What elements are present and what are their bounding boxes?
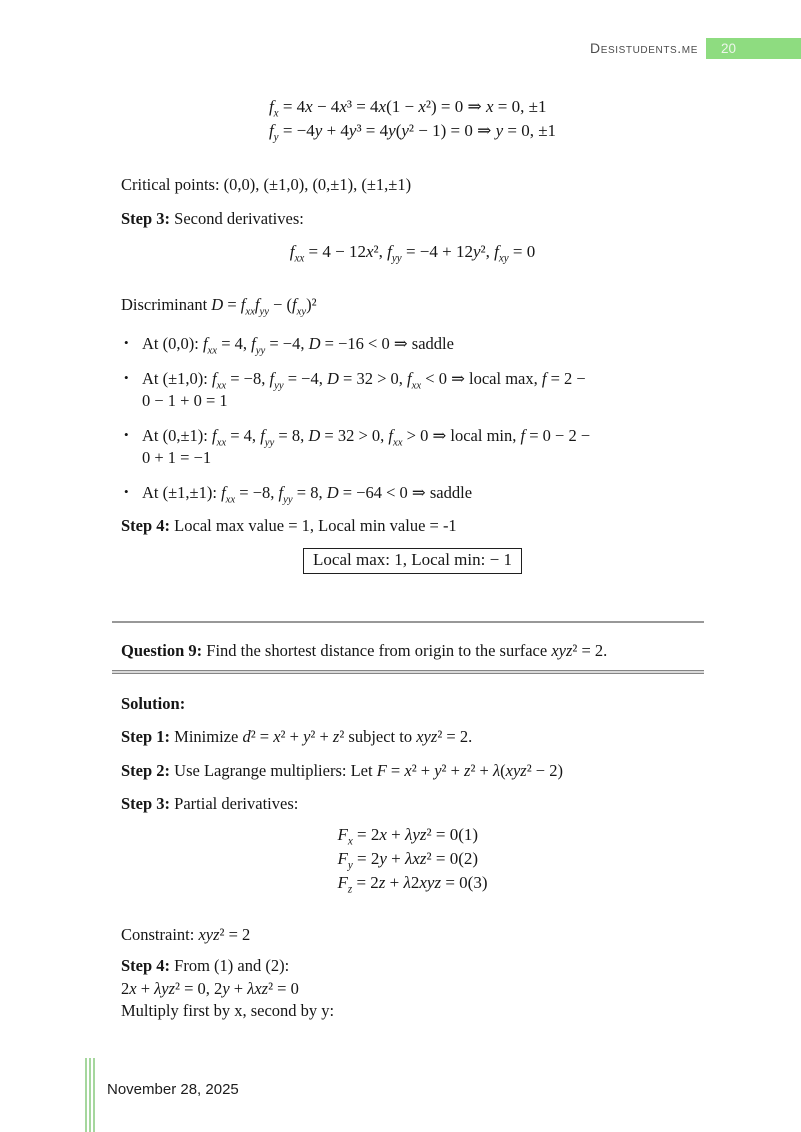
step-2-line (121, 760, 706, 782)
footer-accent-line (89, 1058, 91, 1132)
step-4-from-line (121, 955, 706, 978)
bullet-icon: • (124, 335, 129, 350)
equation-group (337, 823, 487, 895)
section-divider-bottom (112, 670, 704, 674)
constraint-line: Constraint: xyz² = 2 (121, 925, 251, 944)
step-4-text: Local max value = 1, Local min value = -1 (170, 516, 457, 535)
equation-Fx: $F_x = 2x + \lambda yz^2 = 0(1)$ (337, 825, 479, 848)
bullet-icon: • (124, 427, 129, 442)
footer-accent-line (85, 1058, 87, 1132)
section-divider-top (112, 621, 704, 623)
critical-points-line: Critical points: (0,0), (±1,0), (0,±1), (±1,±1) (121, 175, 412, 194)
step-4-label: Step 4: (121, 956, 171, 975)
equation-block-fx-fy (120, 95, 705, 143)
question-9-line (121, 640, 706, 662)
step-4-multiply-line: Multiply first by x, second by y: (121, 1001, 335, 1020)
solution-heading (121, 693, 706, 715)
bullet-icon: • (124, 484, 129, 499)
equation-Fy: $F_y = 2y + \lambda xz^2 = 0(2)$ (337, 849, 479, 872)
list-item (122, 368, 687, 412)
bullet-icon: • (124, 370, 129, 385)
footer-accent-line (93, 1058, 95, 1132)
step-3-label: Step 3: (121, 209, 171, 228)
bullet-text-at-00: At (0,0): $f_{xx} = 4$, $f_{yy} = -4$, D = −16 < 0 ⇒ saddle (142, 334, 454, 357)
step-2-text: Use Lagrange multipliers: Let F = x² + y² + z² + λ(xyz² − 2) (170, 761, 563, 780)
footer-accent-lines (85, 1058, 95, 1132)
step-4-result-line (121, 515, 706, 537)
list-item (122, 482, 687, 504)
bullet-text-at-pm1-pm1: At (±1,±1): $f_{xx} = -8$, $f_{yy} = 8$, D = −64 < 0 ⇒ saddle (142, 483, 473, 506)
step-3-second-derivatives (121, 208, 706, 230)
bullet-text-at-0-pm1: At (0,±1): $f_{xx} = 4$, $f_{yy} = 8$, D = 32 > 0, $f_{xx} > 0$ ⇒ local min, f = 0 − 2 − 0 + 1 = −1 (142, 426, 591, 467)
step-1-text: Minimize d² = x² + y² + z² subject to xyz² = 2. (170, 727, 473, 746)
step-4-text: From (1) and (2): (170, 956, 290, 975)
step-1-label: Step 1: (121, 727, 171, 746)
list-item (122, 425, 687, 469)
step-2-label: Step 2: (121, 761, 171, 780)
equation-group (269, 95, 556, 143)
question-9-label: Question 9: (121, 641, 203, 660)
equation-fx: $f_x = 4x - 4x^3 = 4x(1 - x^2) = 0$ ⇒ x = 0, ±1 (268, 97, 547, 120)
boxed-answer: Local max: 1, Local min: − 1 (303, 548, 522, 574)
page-number-badge: 20 (706, 38, 801, 59)
step-1-line (121, 726, 706, 748)
footer-date: November 28, 2025 (107, 1081, 239, 1098)
question-9-text: Find the shortest distance from origin to the surface xyz² = 2. (202, 641, 608, 660)
step-4-equations-line: 2x + λyz² = 0, 2y + λxz² = 0 (121, 978, 299, 998)
equation-block-partials (120, 823, 705, 895)
header-site-name: Desistudents.me (589, 40, 698, 56)
discriminant-line: Discriminant $D = f_{xx}f_{yy} - (f_{xy})^2$ (121, 295, 317, 318)
step-4-label: Step 4: (121, 516, 171, 535)
step-4-block (121, 955, 706, 1023)
solution-heading-label: Solution: (121, 694, 186, 713)
list-item (122, 333, 687, 355)
step-3-text: Partial derivatives: (170, 794, 299, 813)
step-3-partials-line (121, 793, 706, 815)
equation-Fz: $F_z = 2z + \lambda 2xyz = 0(3)$ (337, 873, 488, 896)
equation-fy: $f_y = -4y + 4y^3 = 4y(y^2 - 1) = 0$ ⇒ y = 0, ±1 (268, 121, 557, 144)
step-3-text: Second derivatives: (170, 209, 304, 228)
bullet-text-at-pm1-0: At (±1,0): $f_{xx} = -8$, $f_{yy} = -4$, D = 32 > 0, $f_{xx} < 0$ ⇒ local max, f = 2 − 0 − 1 + 0 = 1 (142, 369, 586, 410)
step-3-label: Step 3: (121, 794, 171, 813)
boxed-answer-container (120, 548, 705, 574)
equation-second-derivatives: $f_{xx} = 4 - 12x^2$, $f_{yy} = -4 + 12y^2$, $f_{xy} = 0$ (289, 242, 536, 265)
